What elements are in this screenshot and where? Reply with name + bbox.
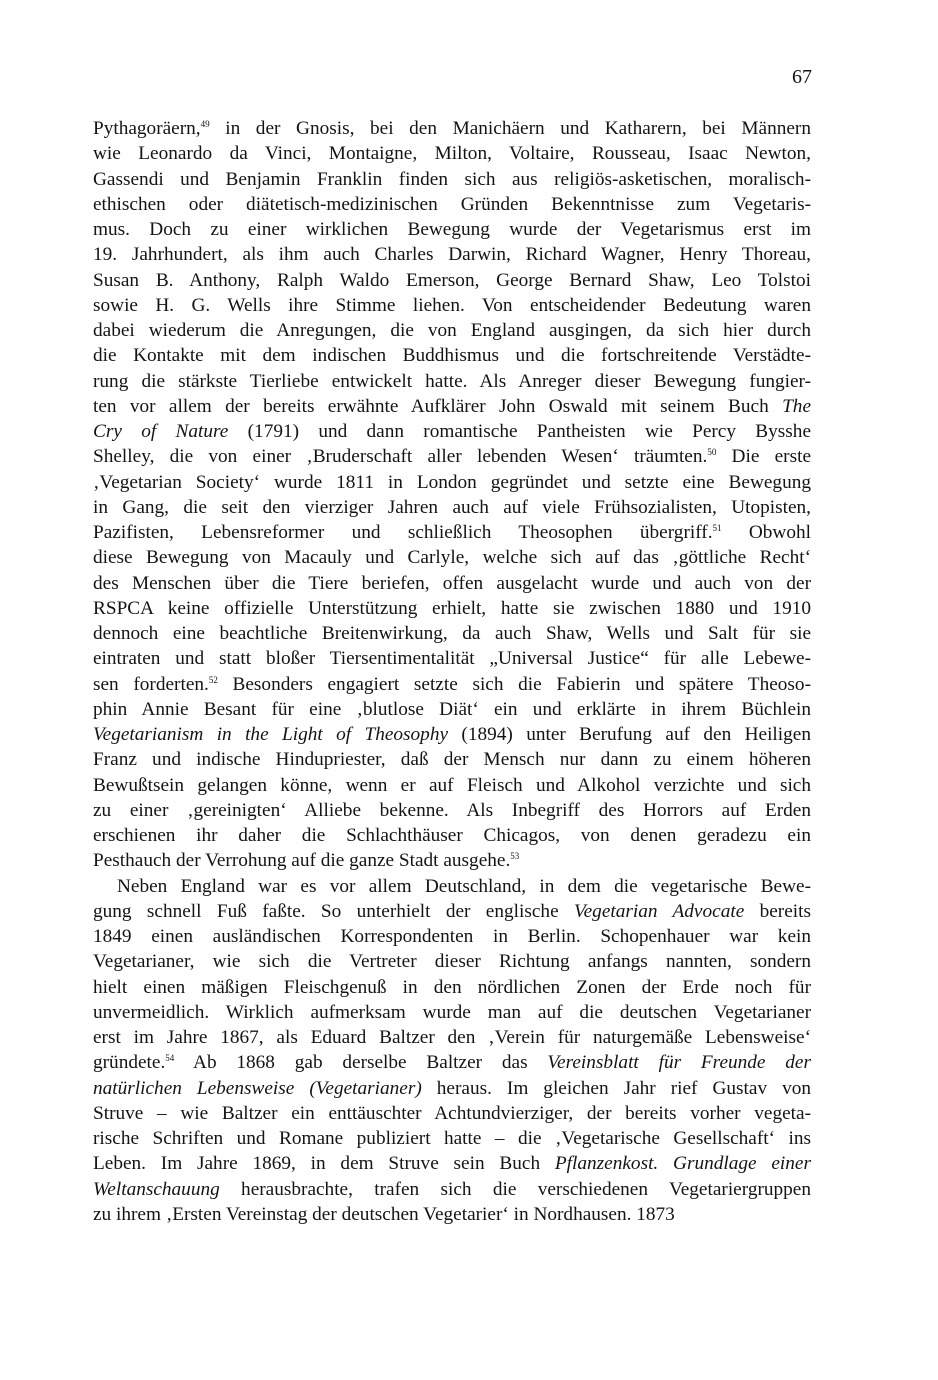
text-run: Pythagoräern, [93,118,201,139]
text-line [93,217,811,242]
text-line [93,874,811,899]
text-line [93,394,811,419]
text-run: Struve – wie Baltzer ein enttäuschter Achtundvierziger, der bereits vorher vegeta- [93,1102,811,1124]
text-line [93,722,811,747]
text-run: die Kontakte mit dem indischen Buddhismus und die fortschreitende Verstädte- [93,345,811,367]
text-line [93,1050,811,1075]
text-run: diese Bewegung von Macauly und Carlyle, welche sich auf das ‚göttliche Recht‘ [93,547,811,569]
text-line [93,419,811,444]
text-run: in der Gnosis, bei den Manichäern und Katharern, bei Männern [209,118,811,139]
text-line [93,899,811,924]
text-line [93,621,811,646]
text-run: heraus. Im gleichen Jahr rief Gustav von [421,1077,811,1099]
text-run: wie Leonardo da Vinci, Montaigne, Milton, Voltaire, Rousseau, Isaac Newton, [93,143,811,165]
text-line [93,823,811,848]
body-text [93,116,811,1227]
footnote-ref: 49 [200,119,210,129]
text-run: gung schnell Fuß faßte. So unterhielt der englische [93,900,574,922]
text-run: hielt einen mäßigen Fleischgenuß in den nördlichen Zonen der Erde noch für [93,976,811,998]
text-line [93,318,811,343]
text-run: Ab 1868 gab derselbe Baltzer das [174,1052,548,1074]
text-line [93,116,811,141]
text-line [93,949,811,974]
text-run: zu einer ‚gereinigten‘ Alliebe bekenne. Als Inbegriff des Horrors auf Erden [93,799,811,821]
text-run: Obwohl [721,522,811,543]
italic-title: Vegetarian Advocate [573,900,745,922]
text-line [93,773,811,798]
text-line [93,1151,811,1176]
text-run: gründete. [93,1052,166,1074]
text-run: RSPCA keine offizielle Unterstützung erhielt, hatte sie zwischen 1880 und 1910 [93,597,811,619]
text-line [93,1202,811,1227]
footnote-ref: 54 [165,1053,175,1064]
text-run: Besonders engagiert setzte sich die Fabierin und spätere Theoso- [217,673,811,695]
text-run: phin Annie Besant für eine ‚blutlose Diät‘ ein und erklärte in ihrem Büchlein [93,698,811,720]
italic-title: Weltanschauung [93,1178,220,1200]
text-run: sen forderten. [93,673,209,695]
text-run: Pesthauch der Verrohung auf die ganze Stadt ausgehe. [93,850,511,872]
text-line [93,1177,811,1202]
text-line [93,545,811,570]
text-line [93,1126,811,1151]
text-run: dennoch eine beachtliche Breitenwirkung, da auch Shaw, Wells und Salt für sie [93,623,811,644]
text-run: des Menschen über die Tiere beriefen, offen ausgelacht wurde und auch von der [93,572,811,594]
italic-title: Vegetarianism in the Light of Theosophy [93,724,449,745]
text-run: Neben England war es vor allem Deutschland, in dem die vegetarische Bewe- [117,875,811,897]
text-run: 1849 einen ausländischen Korrespondenten in Berlin. Schopenhauer war kein [93,926,811,947]
text-line [93,343,811,368]
text-run: ‚Vegetarian Society‘ wurde 1811 in London gegründet und setzte eine Bewegung [93,471,811,493]
text-line [93,444,811,469]
text-line [93,672,811,697]
text-line [93,167,811,192]
text-run: Vegetarianer, wie sich die Vertreter dieser Richtung anfangs nannten, sondern [93,951,811,973]
text-run: Leben. Im Jahre 1869, in dem Struve sein Buch [93,1153,555,1175]
text-line [93,495,811,520]
text-run: rung die stärkste Tierliebe entwickelt hatte. Als Anreger dieser Bewegung fungier- [93,370,811,392]
text-run: Die erste [716,446,811,468]
text-line [93,1025,811,1050]
text-line [93,798,811,823]
text-run: dabei wiederum die Anregungen, die von England ausgingen, da sich hier durch [93,320,811,341]
text-run: erschienen ihr daher die Schlachthäuser Chicagos, von denen geradezu ein [93,825,811,846]
footnote-ref: 51 [712,523,722,533]
text-run: erst im Jahre 1867, als Eduard Baltzer den ‚Verein für naturgemäße Lebensweise‘ [93,1027,811,1048]
text-run: ethischen oder diätetisch-medizinischen Gründen Bekenntnisse zum Vegetaris- [93,193,811,215]
text-line [93,1076,811,1101]
text-run: bereits [744,900,811,922]
text-run: sowie H. G. Wells ihre Stimme liehen. Von entscheidender Bedeutung waren [93,294,811,316]
text-line [93,470,811,495]
paragraph [93,874,811,1228]
text-run: herausbrachte, trafen sich die verschiedenen Vegetariergruppen [219,1178,811,1200]
text-line [93,848,811,873]
footnote-ref: 52 [208,674,218,685]
text-line [93,924,811,949]
text-line [93,571,811,596]
text-run: (1791) und dann romantische Pantheisten wie Percy Bysshe [228,421,811,442]
text-run: Shelley, die von einer ‚Bruderschaft aller lebenden Wesen‘ träumten. [93,446,708,468]
text-line [93,192,811,217]
text-run: ten vor allem der bereits erwähnte Aufklärer John Oswald mit seinem Buch [93,395,783,417]
footnote-ref: 53 [510,851,520,862]
text-run: Bewußtsein gelangen könne, wenn er auf Fleisch und Alkohol verzichte und sich [93,774,811,796]
text-line [93,1101,811,1126]
italic-title: Pflanzenkost. Grundlage einer [554,1153,811,1175]
page-number: 67 [792,66,812,88]
text-run: Pazifisten, Lebensreformer und schließlich Theosophen übergriff. [93,522,713,543]
text-run: Franz und indische Hindupriester, daß der Mensch nur dann zu einem höheren [93,749,811,771]
text-line [93,242,811,267]
text-run: (1894) unter Berufung auf den Heiligen [448,724,811,745]
italic-title: Vereinsblatt für Freunde der [547,1052,811,1074]
text-run: mus. Doch zu einer wirklichen Bewegung wurde der Vegetarismus erst im [93,219,811,240]
italic-title: Cry of Nature [93,421,229,442]
text-line [93,141,811,166]
text-run: rische Schriften und Romane publiziert hatte – die ‚Vegetarische Gesellschaft‘ ins [93,1128,811,1149]
text-run: 19. Jahrhundert, als ihm auch Charles Darwin, Richard Wagner, Henry Thoreau, [93,244,811,266]
text-line [93,646,811,671]
text-line [93,268,811,293]
italic-title: The [782,395,811,417]
text-run: zu ihrem ‚Ersten Vereinstag der deutschen Vegetarier‘ in Nordhausen. 1873 [93,1203,675,1225]
text-line [93,697,811,722]
text-run: Susan B. Anthony, Ralph Waldo Emerson, George Bernard Shaw, Leo Tolstoi [93,269,811,291]
text-run: eintraten und statt bloßer Tiersentimentalität „Universal Justice“ für alle Lebewe- [93,648,811,670]
text-line [93,293,811,318]
text-line [93,520,811,545]
text-run: Gassendi und Benjamin Franklin finden sich aus religiös-asketischen, moralisch- [93,168,811,190]
paragraph [93,116,811,874]
text-line [93,747,811,772]
text-line [93,369,811,394]
text-line [93,596,811,621]
text-run: in Gang, die seit den vierziger Jahren auch auf viele Frühsozialisten, Utopisten, [93,496,811,518]
text-line [93,975,811,1000]
text-line [93,1000,811,1025]
italic-title: natürlichen Lebensweise (Vegetarianer) [93,1077,422,1099]
text-run: unvermeidlich. Wirklich aufmerksam wurde man auf die deutschen Vegetarianer [93,1001,811,1023]
footnote-ref: 50 [707,447,717,458]
